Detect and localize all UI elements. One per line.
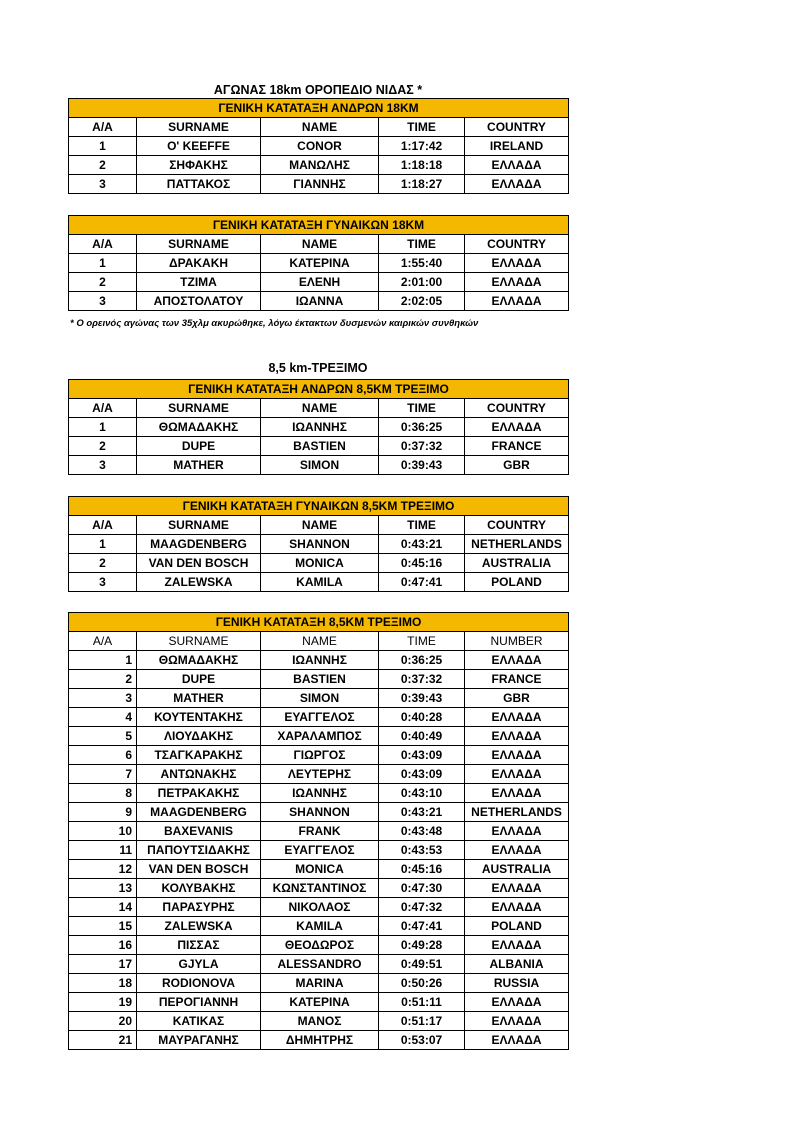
- cell-time: 0:45:16: [379, 554, 465, 573]
- cell-position: 8: [69, 784, 137, 803]
- header-surname: SURNAME: [137, 118, 261, 137]
- table-row: [69, 689, 569, 708]
- table-row: [69, 727, 569, 746]
- cell-name: ΝΙΚΟΛΑΟΣ: [261, 898, 379, 917]
- cell-time: 0:39:43: [379, 689, 465, 708]
- cell-position: 9: [69, 803, 137, 822]
- header-surname: SURNAME: [137, 632, 261, 651]
- cell-surname: O' KEEFFE: [137, 137, 261, 156]
- cell-country: GBR: [465, 456, 569, 475]
- cell-name: SIMON: [261, 456, 379, 475]
- header-position: Α/Α: [69, 399, 137, 418]
- cell-time: 0:47:41: [379, 917, 465, 936]
- cell-name: ΚΑΤΕΡΙΝΑ: [261, 993, 379, 1012]
- cell-time: 2:02:05: [379, 292, 465, 311]
- cell-country: NETHERLANDS: [465, 535, 569, 554]
- cell-position: 5: [69, 727, 137, 746]
- cell-surname: ΠΑΡΑΣΥΡΗΣ: [137, 898, 261, 917]
- table-header-row: [69, 118, 569, 137]
- cell-surname: RODIONOVA: [137, 974, 261, 993]
- cell-position: 7: [69, 765, 137, 784]
- cell-surname: ΔΡΑΚΑΚΗ: [137, 254, 261, 273]
- table-row: [69, 535, 569, 554]
- cell-surname: ΚΟΛΥΒΑΚΗΣ: [137, 879, 261, 898]
- header-country: COUNTRY: [465, 399, 569, 418]
- header-surname: SURNAME: [137, 235, 261, 254]
- cell-country: ΕΛΛΑΔΑ: [465, 175, 569, 194]
- cell-position: 13: [69, 879, 137, 898]
- cell-country: ΕΛΛΑΔΑ: [465, 292, 569, 311]
- cell-name: BASTIEN: [261, 670, 379, 689]
- cell-country: ΕΛΛΑΔΑ: [465, 156, 569, 175]
- cell-position: 12: [69, 860, 137, 879]
- table-row: [69, 175, 569, 194]
- cell-country: FRANCE: [465, 437, 569, 456]
- cell-position: 21: [69, 1031, 137, 1050]
- table-row: [69, 708, 569, 727]
- header-time: TIME: [379, 632, 465, 651]
- table-row: [69, 418, 569, 437]
- cell-position: 3: [69, 689, 137, 708]
- cell-position: 3: [69, 175, 137, 194]
- cell-name: FRANK: [261, 822, 379, 841]
- cell-position: 2: [69, 156, 137, 175]
- header-country: NUMBER: [465, 632, 569, 651]
- table-category-title: ΓΕΝΙΚΗ ΚΑΤΑΤΑΞΗ ΑΝΔΡΩΝ 8,5ΚΜ ΤΡΕΞΙΜΟ: [69, 380, 569, 399]
- table-row: [69, 784, 569, 803]
- cell-time: 0:43:09: [379, 765, 465, 784]
- cancellation-note: * Ο ορεινός αγώνας των 35χλμ ακυρώθηκε, λόγω έκτακτων δυσμενών καιρικών συνθηκών: [70, 318, 479, 329]
- header-country: COUNTRY: [465, 118, 569, 137]
- header-time: TIME: [379, 118, 465, 137]
- cell-time: 0:50:26: [379, 974, 465, 993]
- table-category-title: ΓΕΝΙΚΗ ΚΑΤΑΤΑΞΗ 8,5ΚΜ ΤΡΕΞΙΜΟ: [69, 613, 569, 632]
- cell-name: ΧΑΡΑΛΑΜΠΟΣ: [261, 727, 379, 746]
- header-time: TIME: [379, 516, 465, 535]
- cell-position: 11: [69, 841, 137, 860]
- table-band-row: [69, 613, 569, 632]
- cell-position: 2: [69, 554, 137, 573]
- cell-position: 15: [69, 917, 137, 936]
- cell-country: ΕΛΛΑΔΑ: [465, 822, 569, 841]
- cell-name: KAMILA: [261, 573, 379, 592]
- cell-time: 0:51:11: [379, 993, 465, 1012]
- cell-surname: ΣΗΦΑΚΗΣ: [137, 156, 261, 175]
- table-row: [69, 292, 569, 311]
- cell-country: ΕΛΛΑΔΑ: [465, 936, 569, 955]
- cell-position: 16: [69, 936, 137, 955]
- cell-time: 0:37:32: [379, 670, 465, 689]
- cell-name: ALESSANDRO: [261, 955, 379, 974]
- cell-country: ALBANIA: [465, 955, 569, 974]
- cell-position: 2: [69, 437, 137, 456]
- cell-name: ΕΥΑΓΓΕΛΟΣ: [261, 841, 379, 860]
- cell-position: 3: [69, 292, 137, 311]
- cell-surname: MATHER: [137, 689, 261, 708]
- cell-time: 0:36:25: [379, 651, 465, 670]
- cell-time: 0:39:43: [379, 456, 465, 475]
- cell-time: 0:47:41: [379, 573, 465, 592]
- cell-time: 0:40:49: [379, 727, 465, 746]
- cell-country: GBR: [465, 689, 569, 708]
- header-time: TIME: [379, 235, 465, 254]
- cell-country: ΕΛΛΑΔΑ: [465, 254, 569, 273]
- cell-position: 1: [69, 418, 137, 437]
- cell-position: 1: [69, 254, 137, 273]
- cell-surname: ΘΩΜΑΔΑΚΗΣ: [137, 418, 261, 437]
- cell-name: ΙΩΑΝΝΑ: [261, 292, 379, 311]
- table-row: [69, 670, 569, 689]
- cell-surname: ΛΙΟΥΔΑΚΗΣ: [137, 727, 261, 746]
- cell-time: 1:18:18: [379, 156, 465, 175]
- cell-surname: ΤΣΑΓΚΑΡΑΚΗΣ: [137, 746, 261, 765]
- header-name: NAME: [261, 632, 379, 651]
- cell-name: SHANNON: [261, 535, 379, 554]
- cell-name: ΛΕΥΤΕΡΗΣ: [261, 765, 379, 784]
- cell-position: 6: [69, 746, 137, 765]
- cell-surname: ΚΟΥΤΕΝΤΑΚΗΣ: [137, 708, 261, 727]
- cell-surname: MAAGDENBERG: [137, 803, 261, 822]
- header-time: TIME: [379, 399, 465, 418]
- cell-country: ΕΛΛΑΔΑ: [465, 765, 569, 784]
- cell-surname: MATHER: [137, 456, 261, 475]
- cell-country: ΕΛΛΑΔΑ: [465, 418, 569, 437]
- cell-time: 0:51:17: [379, 1012, 465, 1031]
- cell-position: 3: [69, 573, 137, 592]
- cell-position: 1: [69, 535, 137, 554]
- table-band-row: [69, 99, 569, 118]
- results-table-men-8-5km: [68, 379, 569, 475]
- cell-name: ΓΙΩΡΓΟΣ: [261, 746, 379, 765]
- cell-country: RUSSIA: [465, 974, 569, 993]
- table-row: [69, 860, 569, 879]
- table-row: [69, 765, 569, 784]
- header-surname: SURNAME: [137, 516, 261, 535]
- table-row: [69, 746, 569, 765]
- header-country: COUNTRY: [465, 235, 569, 254]
- cell-name: ΜΑΝΟΣ: [261, 1012, 379, 1031]
- header-position: Α/Α: [69, 632, 137, 651]
- cell-surname: ΠΕΤΡΑΚΑΚΗΣ: [137, 784, 261, 803]
- cell-name: ΕΛΕΝΗ: [261, 273, 379, 292]
- cell-time: 0:43:10: [379, 784, 465, 803]
- header-name: NAME: [261, 516, 379, 535]
- cell-name: MARINA: [261, 974, 379, 993]
- results-table-women-18km: [68, 215, 569, 311]
- table-category-title: ΓΕΝΙΚΗ ΚΑΤΑΤΑΞΗ ΓΥΝΑΙΚΩΝ 8,5ΚΜ ΤΡΕΞΙΜΟ: [69, 497, 569, 516]
- cell-position: 4: [69, 708, 137, 727]
- table-row: [69, 437, 569, 456]
- race-title-8-5km: 8,5 km-ΤΡΕΞΙΜΟ: [268, 361, 368, 375]
- header-country: COUNTRY: [465, 516, 569, 535]
- cell-surname: VAN DEN BOSCH: [137, 860, 261, 879]
- table-header-row: [69, 399, 569, 418]
- cell-name: ΚΩΝΣΤΑΝΤΙΝΟΣ: [261, 879, 379, 898]
- cell-surname: ΠΕΡΟΓΙΑΝΝΗ: [137, 993, 261, 1012]
- cell-name: ΔΗΜΗΤΡΗΣ: [261, 1031, 379, 1050]
- cell-surname: ZALEWSKA: [137, 573, 261, 592]
- table-row: [69, 1031, 569, 1050]
- table-row: [69, 993, 569, 1012]
- cell-surname: GJYLA: [137, 955, 261, 974]
- cell-name: SIMON: [261, 689, 379, 708]
- table-header-row: [69, 516, 569, 535]
- cell-name: KAMILA: [261, 917, 379, 936]
- cell-country: ΕΛΛΑΔΑ: [465, 727, 569, 746]
- table-row: [69, 273, 569, 292]
- cell-name: SHANNON: [261, 803, 379, 822]
- table-category-title: ΓΕΝΙΚΗ ΚΑΤΑΤΑΞΗ ΓΥΝΑΙΚΩΝ 18ΚΜ: [69, 216, 569, 235]
- cell-name: ΙΩΑΝΝΗΣ: [261, 784, 379, 803]
- cell-time: 1:17:42: [379, 137, 465, 156]
- cell-country: FRANCE: [465, 670, 569, 689]
- cell-country: ΕΛΛΑΔΑ: [465, 879, 569, 898]
- cell-country: NETHERLANDS: [465, 803, 569, 822]
- cell-position: 19: [69, 993, 137, 1012]
- cell-position: 17: [69, 955, 137, 974]
- table-row: [69, 156, 569, 175]
- cell-name: ΙΩΑΝΝΗΣ: [261, 651, 379, 670]
- header-surname: SURNAME: [137, 399, 261, 418]
- cell-name: ΙΩΑΝΝΗΣ: [261, 418, 379, 437]
- table-band-row: [69, 216, 569, 235]
- cell-surname: ΜΑΥΡΑΓΑΝΗΣ: [137, 1031, 261, 1050]
- table-row: [69, 822, 569, 841]
- header-position: Α/Α: [69, 118, 137, 137]
- table-row: [69, 936, 569, 955]
- header-position: Α/Α: [69, 516, 137, 535]
- cell-position: 18: [69, 974, 137, 993]
- cell-country: AUSTRALIA: [465, 554, 569, 573]
- cell-name: MONICA: [261, 860, 379, 879]
- table-category-title: ΓΕΝΙΚΗ ΚΑΤΑΤΑΞΗ ΑΝΔΡΩΝ 18ΚΜ: [69, 99, 569, 118]
- cell-country: ΕΛΛΑΔΑ: [465, 993, 569, 1012]
- cell-time: 0:43:21: [379, 535, 465, 554]
- table-row: [69, 879, 569, 898]
- cell-position: 10: [69, 822, 137, 841]
- table-row: [69, 974, 569, 993]
- cell-country: ΕΛΛΑΔΑ: [465, 746, 569, 765]
- cell-time: 0:36:25: [379, 418, 465, 437]
- cell-time: 1:18:27: [379, 175, 465, 194]
- cell-name: ΜΑΝΩΛΗΣ: [261, 156, 379, 175]
- table-band-row: [69, 380, 569, 399]
- cell-surname: ΚΑΤΙΚΑΣ: [137, 1012, 261, 1031]
- table-row: [69, 841, 569, 860]
- cell-position: 2: [69, 670, 137, 689]
- cell-time: 0:45:16: [379, 860, 465, 879]
- table-row: [69, 898, 569, 917]
- table-row: [69, 456, 569, 475]
- cell-surname: ZALEWSKA: [137, 917, 261, 936]
- results-table-men-18km: [68, 98, 569, 194]
- table-row: [69, 254, 569, 273]
- cell-time: 0:53:07: [379, 1031, 465, 1050]
- cell-surname: ΠΙΣΣΑΣ: [137, 936, 261, 955]
- cell-time: 0:40:28: [379, 708, 465, 727]
- cell-surname: ΠΑΤΤΑΚΟΣ: [137, 175, 261, 194]
- table-row: [69, 554, 569, 573]
- results-table-women-8-5km: [68, 496, 569, 592]
- table-row: [69, 137, 569, 156]
- cell-surname: BAXEVANIS: [137, 822, 261, 841]
- table-row: [69, 573, 569, 592]
- cell-time: 0:43:21: [379, 803, 465, 822]
- cell-time: 0:43:48: [379, 822, 465, 841]
- table-row: [69, 1012, 569, 1031]
- cell-position: 14: [69, 898, 137, 917]
- cell-country: ΕΛΛΑΔΑ: [465, 898, 569, 917]
- cell-time: 0:49:28: [379, 936, 465, 955]
- cell-surname: ΘΩΜΑΔΑΚΗΣ: [137, 651, 261, 670]
- cell-surname: ΑΝΤΩΝΑΚΗΣ: [137, 765, 261, 784]
- table-header-row: [69, 235, 569, 254]
- cell-country: ΕΛΛΑΔΑ: [465, 1012, 569, 1031]
- header-name: NAME: [261, 399, 379, 418]
- results-table-overall-8-5km: [68, 612, 569, 1050]
- cell-time: 2:01:00: [379, 273, 465, 292]
- header-position: Α/Α: [69, 235, 137, 254]
- header-name: NAME: [261, 235, 379, 254]
- cell-time: 1:55:40: [379, 254, 465, 273]
- cell-time: 0:37:32: [379, 437, 465, 456]
- cell-surname: ΑΠΟΣΤΟΛΑΤΟΥ: [137, 292, 261, 311]
- cell-surname: ΠΑΠΟΥΤΣΙΔΑΚΗΣ: [137, 841, 261, 860]
- cell-surname: DUPE: [137, 670, 261, 689]
- cell-name: ΘΕΟΔΩΡΟΣ: [261, 936, 379, 955]
- table-header-row: [69, 632, 569, 651]
- cell-name: ΓΙΑΝΝΗΣ: [261, 175, 379, 194]
- cell-name: BASTIEN: [261, 437, 379, 456]
- cell-time: 0:43:53: [379, 841, 465, 860]
- cell-name: ΕΥΑΓΓΕΛΟΣ: [261, 708, 379, 727]
- cell-position: 1: [69, 651, 137, 670]
- cell-time: 0:47:30: [379, 879, 465, 898]
- cell-position: 3: [69, 456, 137, 475]
- cell-name: MONICA: [261, 554, 379, 573]
- header-name: NAME: [261, 118, 379, 137]
- cell-time: 0:49:51: [379, 955, 465, 974]
- cell-country: ΕΛΛΑΔΑ: [465, 841, 569, 860]
- table-band-row: [69, 497, 569, 516]
- cell-name: CONOR: [261, 137, 379, 156]
- cell-country: ΕΛΛΑΔΑ: [465, 708, 569, 727]
- table-row: [69, 803, 569, 822]
- cell-country: ΕΛΛΑΔΑ: [465, 651, 569, 670]
- cell-country: IRELAND: [465, 137, 569, 156]
- cell-position: 1: [69, 137, 137, 156]
- cell-country: POLAND: [465, 917, 569, 936]
- cell-time: 0:47:32: [379, 898, 465, 917]
- cell-surname: MAAGDENBERG: [137, 535, 261, 554]
- race-title-18km: ΑΓΩΝΑΣ 18km ΟΡΟΠΕΔΙΟ ΝΙΔΑΣ *: [213, 83, 423, 97]
- cell-country: ΕΛΛΑΔΑ: [465, 1031, 569, 1050]
- cell-position: 20: [69, 1012, 137, 1031]
- cell-country: ΕΛΛΑΔΑ: [465, 273, 569, 292]
- table-row: [69, 955, 569, 974]
- cell-country: ΕΛΛΑΔΑ: [465, 784, 569, 803]
- cell-name: ΚΑΤΕΡΙΝΑ: [261, 254, 379, 273]
- cell-position: 2: [69, 273, 137, 292]
- cell-country: POLAND: [465, 573, 569, 592]
- cell-surname: ΤΖΙΜΑ: [137, 273, 261, 292]
- table-row: [69, 917, 569, 936]
- cell-time: 0:43:09: [379, 746, 465, 765]
- cell-surname: DUPE: [137, 437, 261, 456]
- cell-surname: VAN DEN BOSCH: [137, 554, 261, 573]
- table-row: [69, 651, 569, 670]
- cell-country: AUSTRALIA: [465, 860, 569, 879]
